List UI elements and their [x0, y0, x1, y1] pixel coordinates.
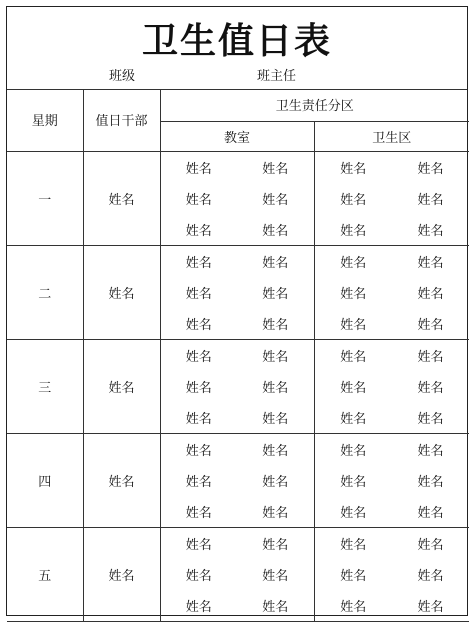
weekday-header: 星期	[7, 89, 83, 151]
area-name-cell: 姓名	[417, 349, 444, 365]
classroom-name-cell: 姓名	[237, 151, 314, 183]
classroom-name-cell: 姓名	[185, 286, 212, 302]
duty-leader-header: 值日干部	[83, 89, 160, 151]
weekday-cell: 二	[7, 245, 83, 339]
weekday-cell: 五	[7, 527, 83, 621]
area-name-cell: 姓名	[417, 161, 444, 177]
area-name-cell: 姓名	[314, 183, 392, 214]
area-name-cell: 姓名	[314, 402, 392, 434]
area-name-cell: 姓名	[314, 245, 392, 277]
weekday-cell: 四	[7, 433, 83, 527]
area-name-cell: 姓名	[392, 308, 469, 340]
classroom-name-cell: 姓名	[237, 277, 314, 308]
area-name-cell: 姓名	[314, 308, 392, 340]
area-name-cell: 姓名	[417, 286, 444, 302]
classroom-name-cell: 姓名	[237, 371, 314, 402]
area-name-cell: 姓名	[314, 277, 392, 308]
area-name-cell: 姓名	[314, 465, 392, 496]
classroom-name-cell: 姓名	[160, 151, 237, 183]
area-name-cell: 姓名	[314, 496, 392, 528]
area-name-cell: 姓名	[314, 151, 392, 183]
area-name-cell: 姓名	[314, 433, 392, 465]
classroom-name-cell: 姓名	[237, 339, 314, 371]
zone-group-header: 卫生责任分区	[160, 89, 469, 121]
roster-body	[7, 151, 469, 621]
classroom-name-cell: 姓名	[237, 590, 314, 622]
duty-leader-cell: 姓名	[83, 245, 160, 339]
area-name-cell: 姓名	[417, 568, 444, 584]
table-row	[7, 527, 469, 559]
classroom-name-cell: 姓名	[237, 402, 314, 434]
table-row	[7, 433, 469, 465]
area-name-cell: 姓名	[417, 255, 444, 271]
area-name-cell: 姓名	[417, 192, 444, 208]
classroom-name-cell: 姓名	[237, 214, 314, 246]
classroom-name-cell: 姓名	[237, 433, 314, 465]
area-name-cell: 姓名	[314, 590, 392, 622]
table-row	[7, 245, 469, 277]
classroom-name-cell: 姓名	[160, 308, 237, 340]
classroom-name-cell: 姓名	[185, 568, 212, 584]
area-name-cell: 姓名	[314, 527, 392, 559]
class-label: 班级	[109, 69, 136, 84]
duty-leader-cell: 姓名	[83, 339, 160, 433]
area-name-cell: 姓名	[417, 443, 444, 459]
classroom-name-cell: 姓名	[185, 192, 212, 208]
area-name-cell: 姓名	[392, 214, 469, 246]
classroom-name-cell: 姓名	[237, 559, 314, 590]
classroom-name-cell: 姓名	[237, 496, 314, 528]
duty-leader-cell: 姓名	[83, 433, 160, 527]
table-row	[7, 151, 469, 183]
weekday-cell: 三	[7, 339, 83, 433]
classroom-name-cell: 姓名	[160, 339, 237, 371]
duty-leader-cell: 姓名	[83, 527, 160, 621]
area-header: 卫生区	[314, 121, 469, 151]
duty-table	[7, 89, 469, 622]
classroom-name-cell: 姓名	[237, 308, 314, 340]
duty-leader-cell: 姓名	[83, 151, 160, 245]
area-name-cell: 姓名	[314, 371, 392, 402]
weekday-cell: 一	[7, 151, 83, 245]
classroom-name-cell: 姓名	[160, 402, 237, 434]
area-name-cell: 姓名	[392, 496, 469, 528]
classroom-name-cell: 姓名	[160, 590, 237, 622]
classroom-name-cell: 姓名	[185, 474, 212, 490]
classroom-name-cell: 姓名	[160, 496, 237, 528]
area-name-cell: 姓名	[392, 590, 469, 622]
area-name-cell: 姓名	[314, 559, 392, 590]
area-name-cell: 姓名	[392, 402, 469, 434]
classroom-name-cell: 姓名	[160, 527, 237, 559]
classroom-name-cell: 姓名	[160, 214, 237, 246]
area-name-cell: 姓名	[417, 474, 444, 490]
classroom-name-cell: 姓名	[237, 527, 314, 559]
classroom-name-cell: 姓名	[160, 245, 237, 277]
teacher-label: 班主任	[257, 69, 297, 84]
classroom-name-cell: 姓名	[237, 245, 314, 277]
title-row	[7, 7, 467, 90]
classroom-name-cell: 姓名	[185, 380, 212, 396]
classroom-name-cell: 姓名	[237, 183, 314, 214]
area-name-cell: 姓名	[417, 380, 444, 396]
area-name-cell: 姓名	[417, 537, 444, 553]
table-row	[7, 339, 469, 371]
duty-roster-sheet	[6, 6, 468, 616]
page-title: 卫生值日表	[141, 20, 332, 62]
area-name-cell: 姓名	[314, 214, 392, 246]
classroom-name-cell: 姓名	[160, 433, 237, 465]
classroom-header: 教室	[160, 121, 314, 151]
area-name-cell: 姓名	[314, 339, 392, 371]
classroom-name-cell: 姓名	[237, 465, 314, 496]
